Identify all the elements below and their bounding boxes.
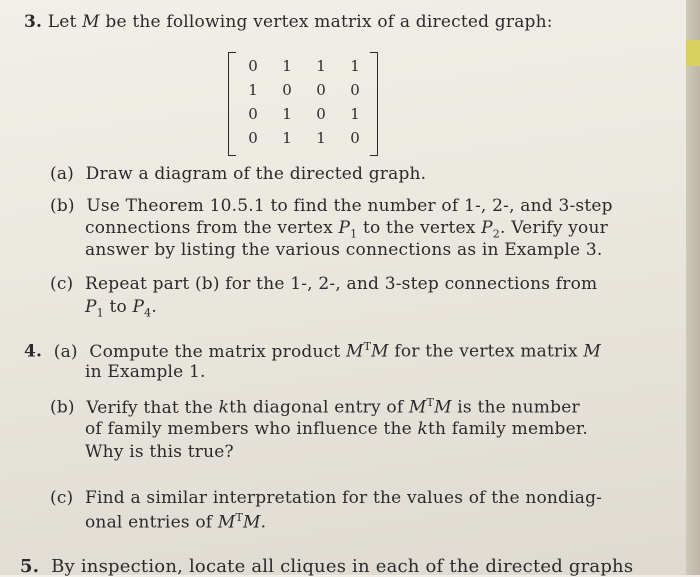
problem-3a-label: (a) — [50, 164, 74, 184]
matrix-cell-1-1: 0 — [282, 81, 292, 99]
matrix-m-symbol: M — [345, 341, 364, 362]
vertex-p-symbol: P — [132, 297, 145, 317]
matrix-cell-2-1: 1 — [282, 105, 292, 123]
problem-3c-line1-text: Repeat part (b) for the 1-, 2-, and 3-step connections from — [85, 274, 598, 294]
problem-5 — [20, 556, 633, 577]
problem-3b-line2 — [85, 218, 608, 240]
problem-3a-text: Draw a diagram of the directed graph. — [85, 164, 427, 184]
vertex-subscript: 1 — [350, 227, 358, 241]
vertex-subscript: 4 — [144, 306, 152, 320]
problem-3c-line2-post: . — [151, 297, 157, 317]
k-symbol: k — [417, 419, 429, 439]
problem-4b-line2-pre: of family members who influence the — [85, 419, 418, 439]
vertex-p-symbol: P — [481, 218, 493, 238]
problem-3a — [50, 164, 426, 184]
matrix-cell-0-3: 1 — [350, 57, 360, 75]
problem-4c-line2-post: . — [260, 512, 267, 533]
matrix-cell-0-2: 1 — [316, 57, 326, 75]
problem-4-number: 4. — [24, 341, 43, 362]
problem-3-stem-suffix: be the following vertex matrix of a directed graph: — [99, 12, 553, 32]
problem-5-text: By inspection, locate all cliques in each of the directed graphs — [51, 556, 634, 577]
problem-3b-line2-post: . Verify your — [500, 218, 608, 238]
problem-4b-line3 — [85, 442, 234, 462]
problem-4c-line2 — [85, 511, 266, 533]
problem-3b-line1-text: Use Theorem 10.5.1 to find the number of 1-, 2-, and 3-step — [86, 196, 613, 216]
problem-4a-line1-mid: for the vertex matrix — [388, 341, 584, 362]
problem-3c-line1 — [50, 274, 597, 294]
problem-4a-line2 — [85, 362, 206, 382]
problem-3c-line2 — [85, 297, 157, 319]
matrix-m-symbol: M — [217, 512, 236, 533]
matrix-cell-3-1: 1 — [282, 129, 292, 147]
adjacent-page-edge — [686, 0, 700, 575]
matrix-left-bracket — [228, 52, 236, 156]
problem-4a-label: (a) — [53, 341, 78, 362]
problem-3b-line3-text: answer by listing the various connections as in Example 3. — [85, 240, 603, 260]
problem-5-number: 5. — [20, 556, 40, 577]
problem-4a-line1 — [24, 340, 601, 362]
problem-3c-line2-mid: to — [103, 297, 133, 317]
problem-4a-line2-text: in Example 1. — [85, 362, 206, 382]
matrix-cell-2-2: 0 — [316, 105, 326, 123]
transpose-superscript: T — [426, 396, 435, 409]
matrix-cell-1-3: 0 — [350, 81, 360, 99]
problem-3b-label: (b) — [50, 196, 75, 216]
problem-4a-line1-pre: Compute the matrix product — [89, 341, 346, 362]
problem-4b-line2 — [85, 419, 588, 439]
problem-4b-line3-text: Why is this true? — [85, 442, 234, 462]
matrix-m-symbol: M — [371, 341, 389, 362]
problem-3-stem-prefix: Let — [47, 12, 83, 32]
problem-3c-label: (c) — [50, 274, 74, 294]
problem-3-number: 3. — [24, 12, 43, 32]
matrix-cell-0-0: 0 — [248, 57, 258, 75]
problem-3b-line2-pre: connections from the vertex — [85, 218, 339, 238]
matrix-right-bracket — [370, 52, 378, 156]
matrix-m-symbol: M — [583, 341, 601, 362]
matrix-cell-3-0: 0 — [248, 129, 258, 147]
problem-4b-line1-pre: Verify that the — [86, 397, 219, 418]
problem-4b-label: (b) — [50, 397, 75, 418]
matrix-m-symbol: M — [408, 397, 427, 418]
problem-4b-line1 — [50, 396, 580, 418]
vertex-p-symbol: P — [338, 218, 351, 238]
matrix-cell-1-0: 1 — [248, 81, 258, 99]
problem-3-stem — [24, 12, 553, 32]
vertex-subscript: 2 — [492, 227, 500, 241]
problem-3b-line1 — [50, 196, 613, 216]
matrix-cell-3-2: 1 — [316, 129, 326, 147]
matrix-cell-2-3: 1 — [350, 105, 360, 123]
problem-4c-label: (c) — [50, 488, 74, 508]
problem-4c-line2-pre: onal entries of — [85, 512, 218, 533]
matrix-m-symbol: M — [243, 512, 261, 533]
vertex-subscript: 1 — [96, 306, 104, 320]
problem-4c-line1-text: Find a similar interpretation for the values of the nondiag- — [85, 488, 603, 508]
problem-4c-line1 — [50, 488, 602, 508]
matrix-m-symbol: M — [434, 397, 452, 418]
problem-4b-line2-post: th family member. — [428, 419, 588, 439]
vertex-p-symbol: P — [85, 297, 97, 317]
matrix-cell-0-1: 1 — [282, 57, 292, 75]
transpose-superscript: T — [235, 511, 244, 524]
page-tab-marker — [686, 40, 700, 66]
matrix-cell-1-2: 0 — [316, 81, 326, 99]
matrix-cell-3-3: 0 — [350, 129, 360, 147]
vertex-matrix — [228, 52, 378, 156]
problem-3b-line2-mid: to the vertex — [357, 218, 482, 238]
problem-4b-line1-post: is the number — [451, 397, 580, 418]
problem-3b-line3 — [85, 240, 603, 260]
problem-4b-line1-mid: th diagonal entry of — [229, 397, 409, 418]
problem-3-stem-var: M — [82, 12, 100, 32]
transpose-superscript: T — [363, 340, 372, 353]
matrix-cell-2-0: 0 — [248, 105, 258, 123]
k-symbol: k — [218, 397, 230, 418]
